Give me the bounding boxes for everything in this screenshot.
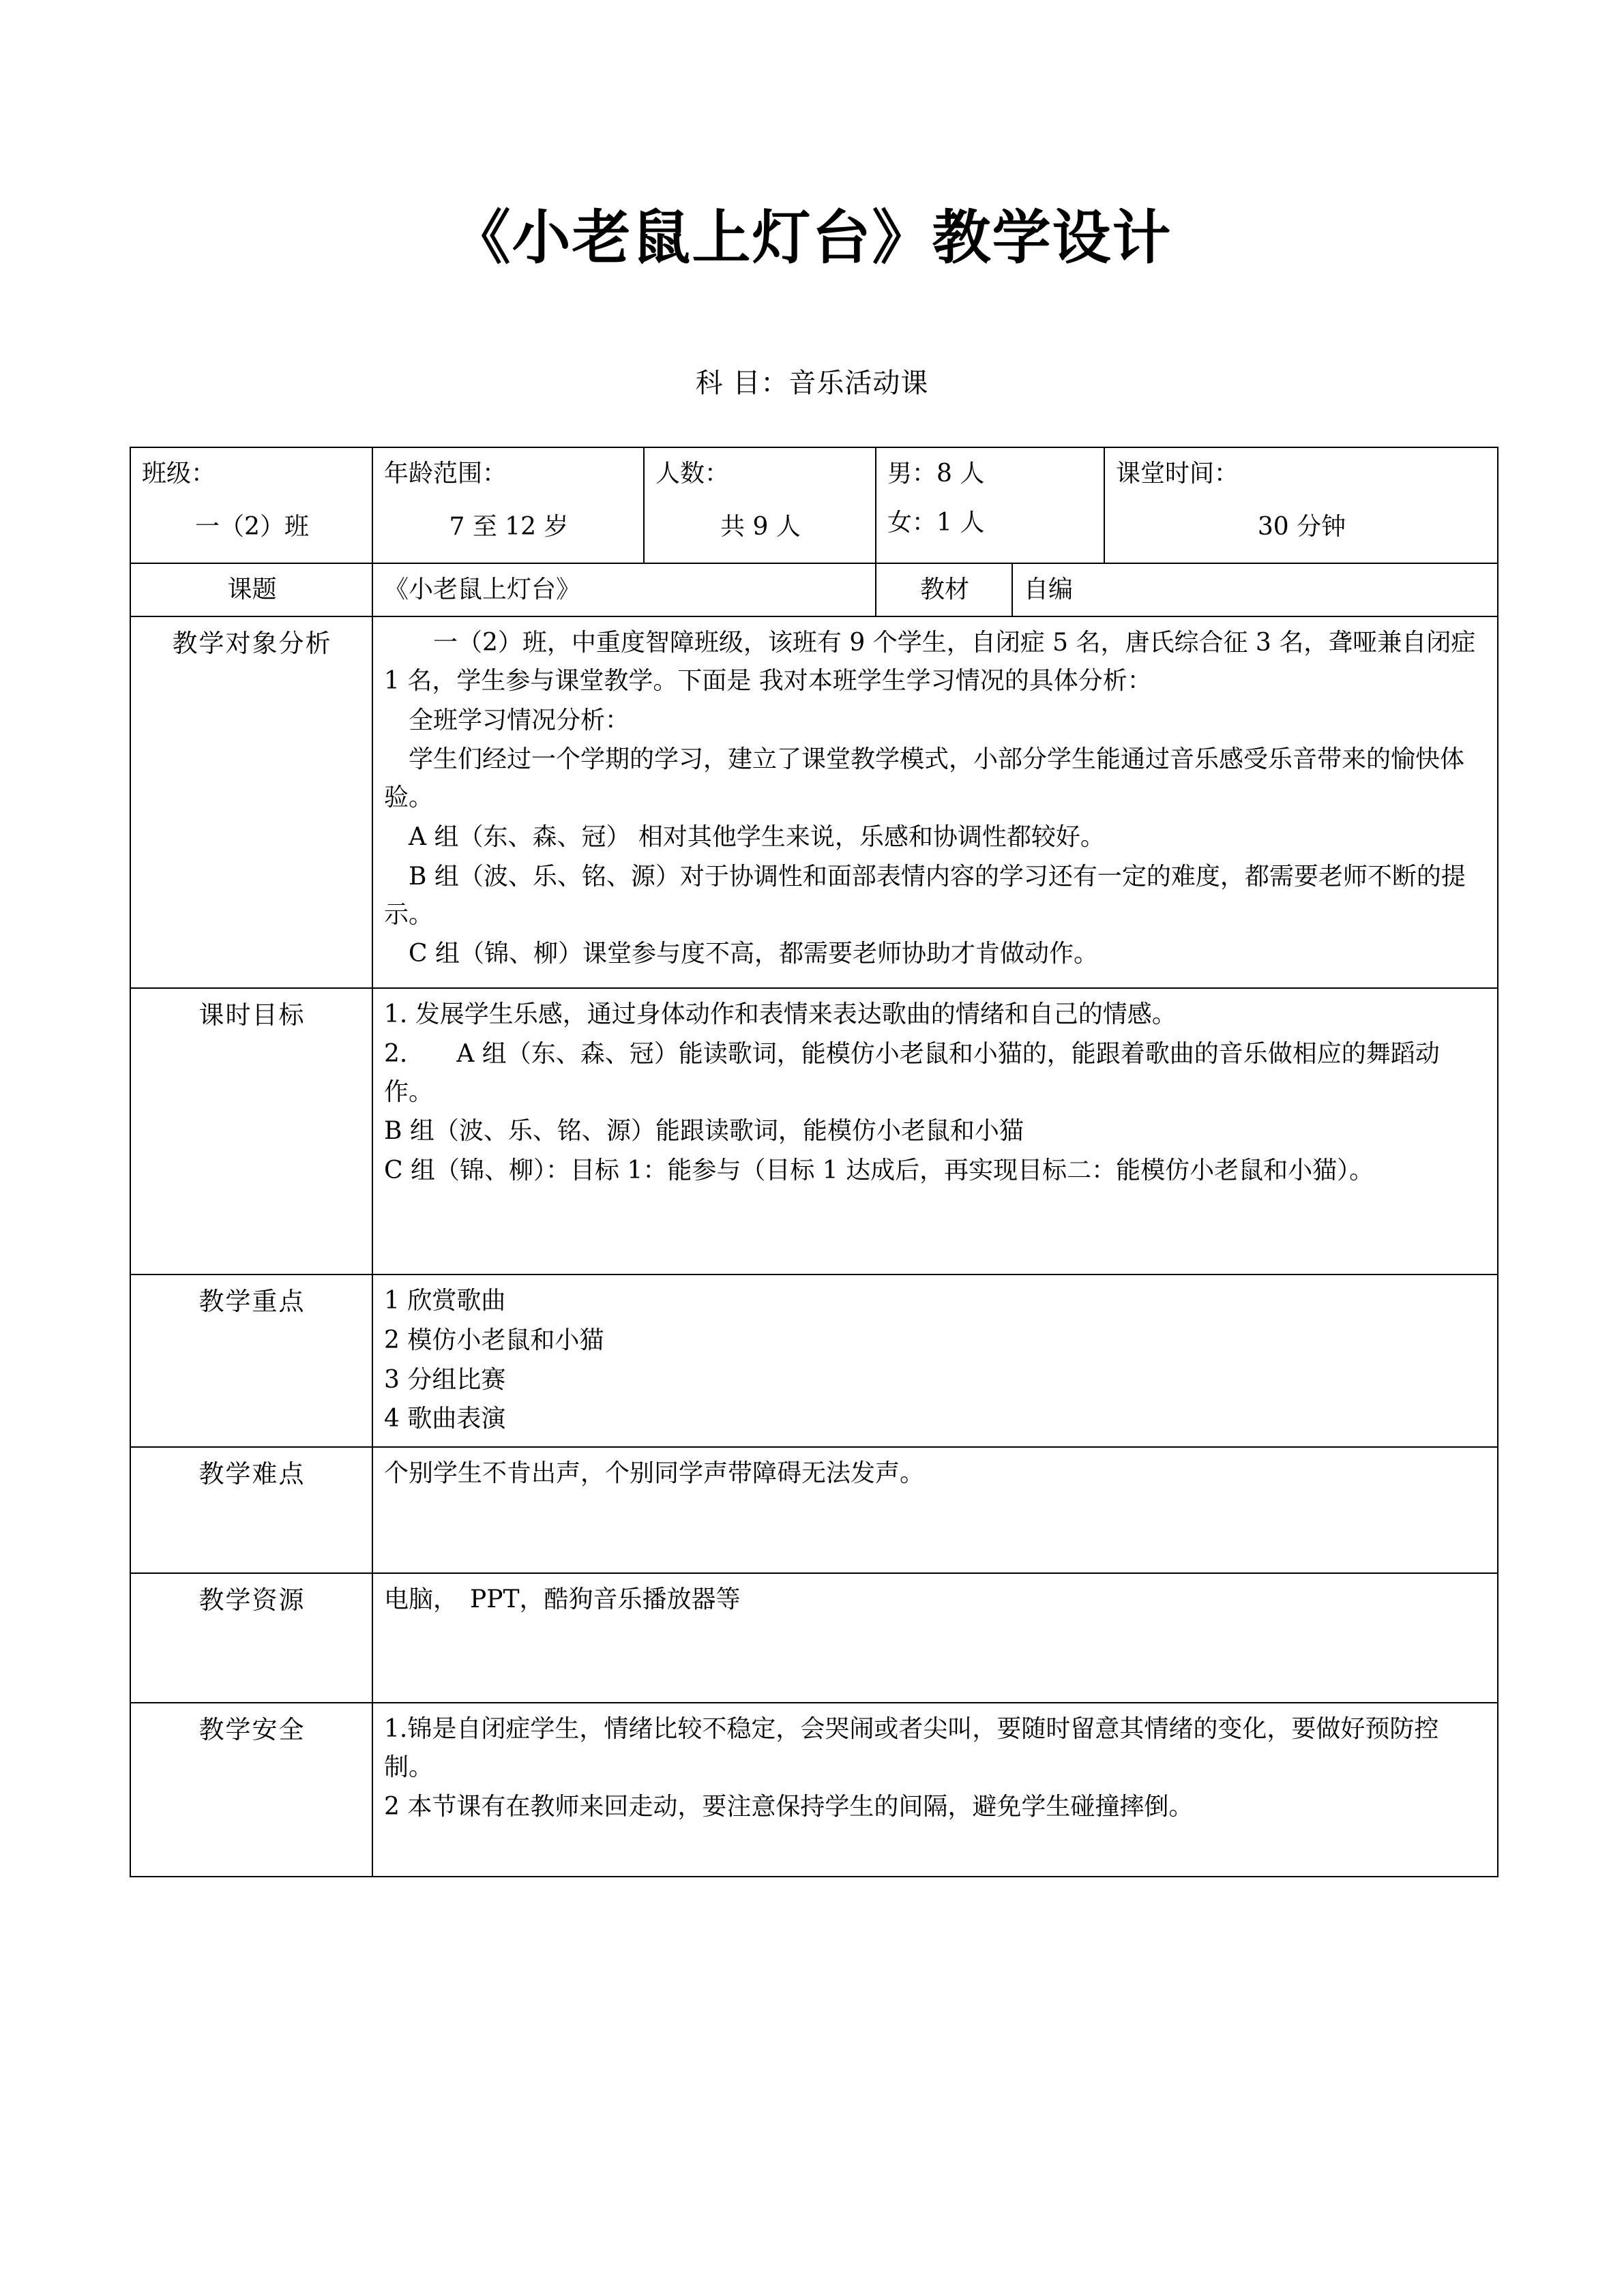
material-value: 自编 <box>1012 563 1498 616</box>
duration-label: 课堂时间： <box>1116 460 1239 488</box>
table-row-objectives <box>130 988 1498 1274</box>
class-value: 一（2）班 <box>195 512 309 541</box>
paragraph: A 组（东、森、冠） 相对其他学生来说，乐感和协调性都较好。 <box>409 822 1105 851</box>
section-body-resources <box>372 1573 1498 1703</box>
paragraph: 1.锦是自闭症学生，情绪比较不稳定，会哭闹或者尖叫，要随时留意其情绪的变化，要做好预防控制。 <box>384 1715 1439 1781</box>
age-value: 7 至 12 岁 <box>449 512 569 541</box>
section-label-resources: 教学资源 <box>130 1573 372 1703</box>
paragraph: B 组（波、乐、铭、源）对于协调性和面部表情内容的学习还有一定的难度，都需要老师不断的提示。 <box>384 862 1466 929</box>
subject-line: 科 目：音乐活动课 <box>695 368 929 399</box>
section-label-safety: 教学安全 <box>130 1703 372 1877</box>
section-body-student-analysis <box>372 616 1498 988</box>
count-value: 共 9 人 <box>720 512 801 541</box>
table-row-resources <box>130 1573 1498 1703</box>
paragraph: 1. 发展学生乐感，通过身体动作和表情来表达歌曲的情绪和自己的情感。 <box>384 1000 1177 1028</box>
cell-student-count <box>644 447 876 563</box>
list-item: 2 模仿小老鼠和小猫 <box>384 1326 604 1354</box>
table-row-key-points <box>130 1274 1498 1447</box>
duration-value: 30 分钟 <box>1257 512 1346 541</box>
paragraph: 2 本节课有在教师来回走动，要注意保持学生的间隔，避免学生碰撞摔倒。 <box>384 1792 1194 1821</box>
cell-gender-breakdown <box>876 447 1104 563</box>
age-label: 年龄范围： <box>384 460 507 488</box>
cell-age-range <box>372 447 644 563</box>
page-title: 《小老鼠上灯台》教学设计 <box>452 203 1172 272</box>
material-label: 教材 <box>876 563 1012 616</box>
topic-value: 《小老鼠上灯台》 <box>372 563 876 616</box>
list-item: 3 分组比赛 <box>384 1365 506 1394</box>
topic-label: 课题 <box>130 563 372 616</box>
paragraph: 一（2）班，中重度智障班级，该班有 9 个学生，自闭症 5 名，唐氏综合征 3 名，聋哑兼自闭症 1 名，学生参与课堂教学。下面是 我对本班学生学习情况的具体分析： <box>384 629 1476 695</box>
female-count: 女：1 人 <box>887 508 985 537</box>
count-label: 人数： <box>655 460 730 488</box>
section-label-objectives: 课时目标 <box>130 988 372 1274</box>
section-label-key-points: 教学重点 <box>130 1274 372 1447</box>
table-row-difficulties <box>130 1447 1498 1573</box>
table-row-safety <box>130 1703 1498 1877</box>
section-body-objectives <box>372 988 1498 1274</box>
table-row-topic <box>130 563 1498 616</box>
paragraph: B 组（波、乐、铭、源）能跟读歌词，能模仿小老鼠和小猫 <box>384 1117 1024 1146</box>
cell-class <box>130 447 372 563</box>
section-body-difficulties <box>372 1447 1498 1573</box>
paragraph: C 组（锦、柳）课堂参与度不高，都需要老师协助才肯做动作。 <box>409 940 1098 968</box>
lesson-plan-table <box>130 447 1498 1877</box>
paragraph: 全班学习情况分析： <box>409 706 630 734</box>
paragraph: C 组（锦、柳）：目标 1：能参与（目标 1 达成后，再实现目标二：能模仿小老鼠和小猫）。 <box>384 1157 1374 1185</box>
class-label: 班级： <box>142 460 216 488</box>
male-count: 男：8 人 <box>887 460 985 488</box>
paragraph: 2. A 组（东、森、冠）能读歌词，能模仿小老鼠和小猫的，能跟着歌曲的音乐做相应的舞蹈动作。 <box>384 1039 1440 1106</box>
table-row-class-info <box>130 447 1498 563</box>
list-item: 1 欣赏歌曲 <box>384 1287 506 1315</box>
section-body-safety <box>372 1703 1498 1877</box>
section-label-student-analysis: 教学对象分析 <box>130 616 372 988</box>
paragraph: 电脑， PPT，酷狗音乐播放器等 <box>384 1585 741 1614</box>
cell-class-duration <box>1104 447 1498 563</box>
table-row-student-analysis <box>130 616 1498 988</box>
paragraph: 个别学生不肯出声，个别同学声带障碍无法发声。 <box>384 1459 925 1488</box>
paragraph: 学生们经过一个学期的学习，建立了课堂教学模式，小部分学生能通过音乐感受乐音带来的愉快体验。 <box>384 745 1465 812</box>
section-label-difficulties: 教学难点 <box>130 1447 372 1573</box>
list-item: 4 歌曲表演 <box>384 1405 506 1433</box>
section-body-key-points <box>372 1274 1498 1447</box>
